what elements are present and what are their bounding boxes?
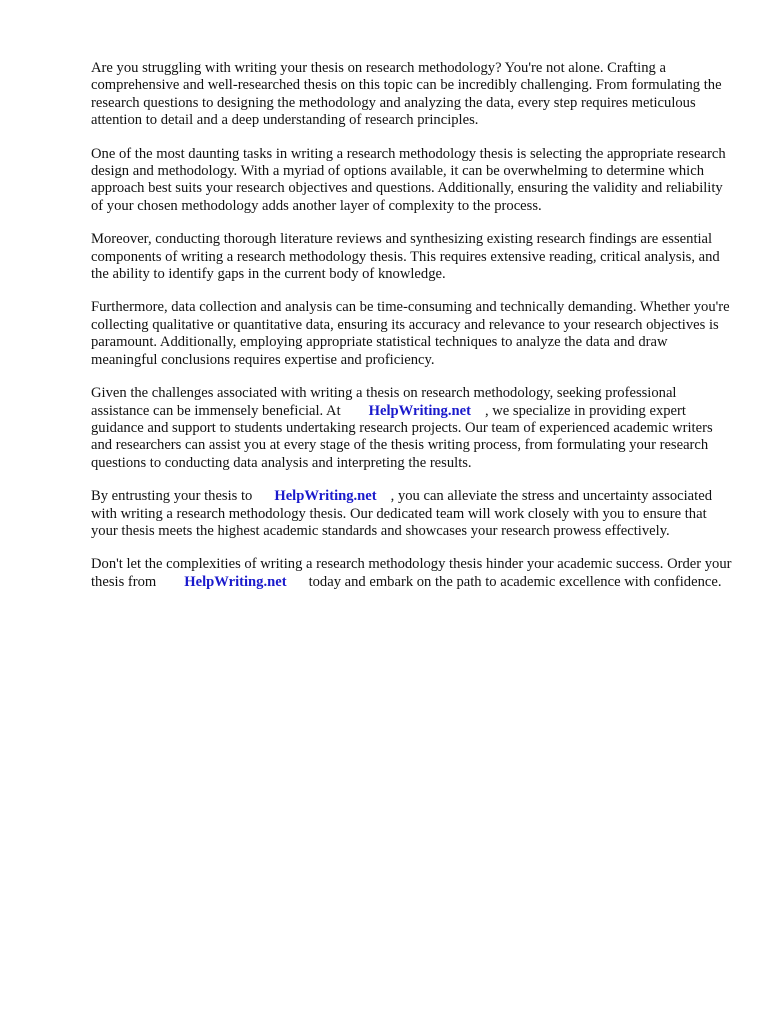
paragraph-intro: Are you struggling with writing your thesis on research methodology? You're not alone. Crafting a comprehensive and well-researched thesis on this topic can be incredibly challenging. From formulating the research questions to designing the methodology and analyzing the data, every step requires meticulous attention to detail and a deep understanding of research principles. xyxy=(91,60,722,129)
paragraph-text: Don't let the complexities of writing a research methodology thesis hinder your academic success. Order your thesis from xyxy=(91,556,732,590)
helpwriting-link[interactable]: HelpWriting.net xyxy=(274,488,377,505)
paragraph-text: , we specialize in providing expert guidance and support to students undertaking research projects. Our team of experienced academic writers and researchers can assist you at every stage of the thesis writing process, from formulating your research questions to conducting data analysis and interpreting the results. xyxy=(91,402,713,471)
paragraph-literature-review: Moreover, conducting thorough literature reviews and synthesizing existing research findings are essential components of writing a research methodology thesis. This requires extensive reading, critical analysis, and the ability to identify gaps in the current body of knowledge. xyxy=(91,231,720,283)
paragraph-text: today and embark on the path to academic excellence with confidence. xyxy=(308,573,722,590)
helpwriting-link[interactable]: HelpWriting.net xyxy=(368,402,471,419)
paragraph-text: By entrusting your thesis to xyxy=(91,488,253,505)
paragraph-call-to-action xyxy=(91,556,733,591)
paragraph-text: Given the challenges associated with writing a thesis on research methodology, seeking professional assistance can be immensely beneficial. At xyxy=(91,385,677,419)
helpwriting-link[interactable]: HelpWriting.net xyxy=(184,573,287,590)
paragraph-methodology-selection: One of the most daunting tasks in writing a research methodology thesis is selecting the appropriate research design and methodology. With a myriad of options available, it can be overwhelming to determine which approach best suits your research objectives and questions. Additionally, ensuring the validity and reliability of your chosen methodology adds another layer of complexity to the process. xyxy=(91,145,726,214)
document-body xyxy=(91,60,733,607)
paragraph-data-collection: Furthermore, data collection and analysis can be time-consuming and technically demanding. Whether you're collecting qualitative or quantitative data, ensuring its accuracy and relevance to your research objectives is paramount. Additionally, employing appropriate statistical techniques to analyze the data and draw meaningful conclusions requires expertise and proficiency. xyxy=(91,299,730,368)
paragraph-text: , you can alleviate the stress and uncertainty associated with writing a research methodology thesis. Our dedicated team will work closely with you to ensure that your thesis meets the highest academic standards and showcases your research prowess effectively. xyxy=(91,488,712,539)
paragraph-professional-assistance xyxy=(91,385,733,472)
paragraph-entrusting xyxy=(91,488,733,540)
